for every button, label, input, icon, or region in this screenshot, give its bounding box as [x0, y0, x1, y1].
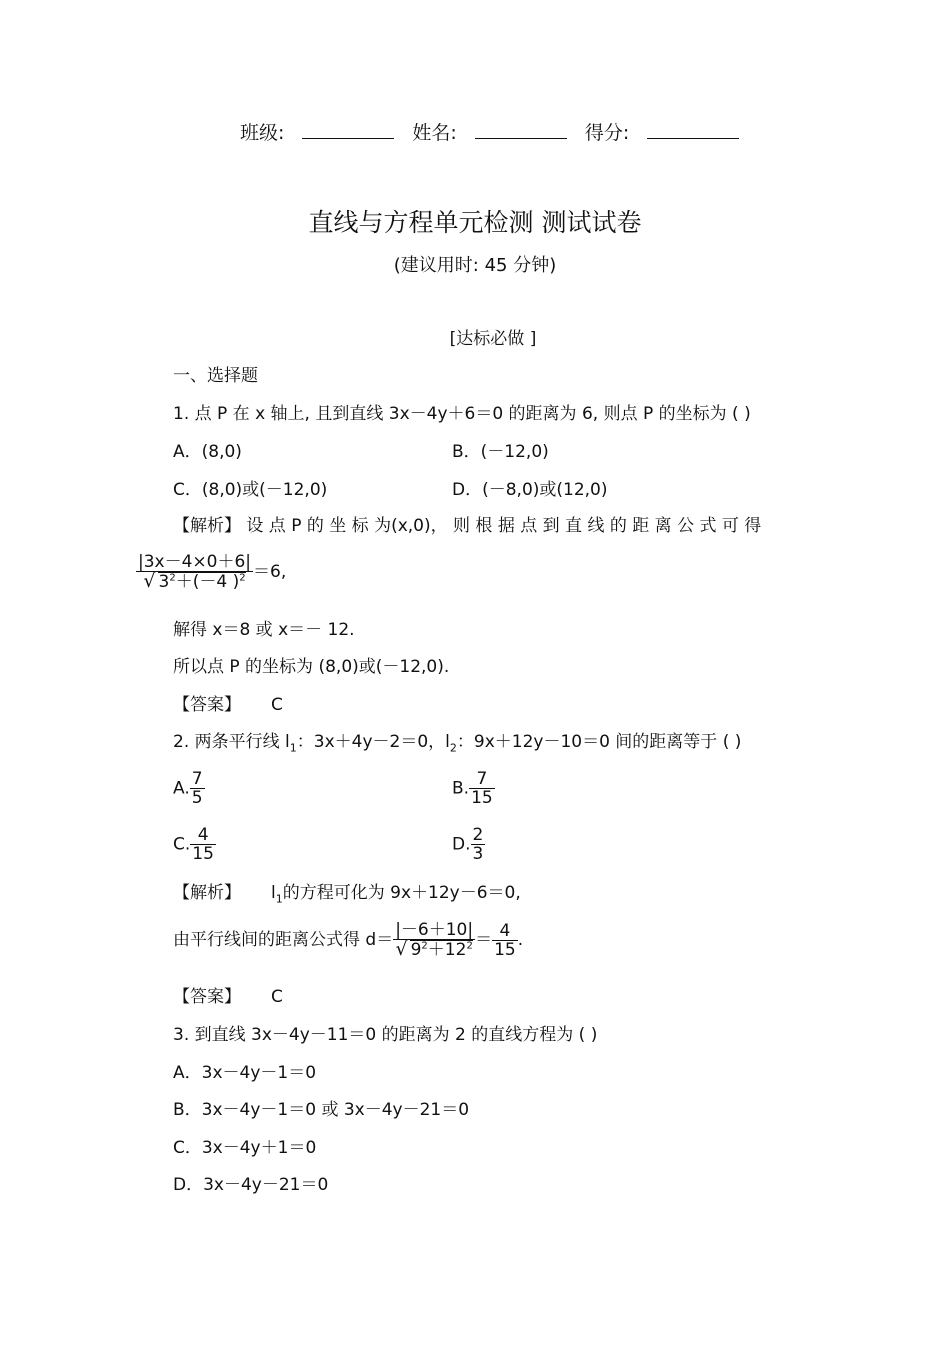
- page-title: 直线与方程单元检测 测试试卷: [308, 208, 642, 237]
- q2-answer-value: C: [271, 987, 283, 1007]
- q2-distance-period: .: [517, 930, 524, 950]
- q2-option-c-num: 4: [190, 826, 216, 845]
- section-heading: 一、选择题: [173, 366, 258, 386]
- q2-stem-part2: ：3x＋4y－2＝0，l: [296, 732, 450, 752]
- page-subtitle: (建议用时: 45 分钟): [393, 255, 557, 276]
- q2-option-a: [173, 770, 205, 807]
- q1-stem: 1. 点 P 在 x 轴上, 且到直线 3x－4y＋6＝0 的距离为 6, 则点 P 的坐标为 ( ): [173, 404, 751, 424]
- q3-stem: 3. 到直线 3x－4y－11＝0 的距离为 2 的直线方程为 ( ): [173, 1025, 598, 1045]
- q2-option-a-label: A.: [173, 778, 190, 799]
- score-blank[interactable]: [647, 120, 739, 139]
- q2-option-d-den: 3: [472, 844, 484, 864]
- q2-analysis-label: 【解析】: [173, 883, 241, 903]
- q3-option-c: C．3x－4y＋1＝0: [173, 1138, 317, 1158]
- q2-analysis-subscript: 1: [275, 892, 283, 906]
- q2-stem-part1: 2. 两条平行线 l: [173, 732, 290, 752]
- q1-answer-label: 【答案】: [173, 695, 241, 715]
- q3-option-b: B．3x－4y－1＝0 或 3x－4y－21＝0: [173, 1100, 470, 1120]
- q2-option-b-label: B.: [452, 778, 470, 799]
- section-tag: [达标必做 ]: [449, 329, 537, 349]
- q2-distance-fraction: [393, 921, 475, 959]
- q2-option-b-den: 15: [471, 788, 493, 808]
- q1-option-c: C．(8,0)或(－12,0): [173, 480, 328, 500]
- q2-subscript-2: 2: [449, 741, 457, 755]
- sqrt-icon: √: [143, 570, 156, 592]
- q2-option-a-num: 7: [191, 769, 203, 789]
- q2-analysis-line: l: [271, 883, 276, 903]
- q1-answer-value: C: [271, 695, 283, 715]
- q2-stem: [173, 731, 741, 753]
- q2-option-a-den: 5: [191, 788, 203, 808]
- q2-den-term: ＋12: [427, 940, 467, 960]
- score-label: 得分:: [584, 122, 630, 144]
- q1-step-1: 解得 x＝8 或 x＝－ 12.: [173, 620, 355, 640]
- q2-analysis-text: 的方程可化为 9x＋12y－6＝0,: [282, 883, 521, 903]
- q2-option-c-den: 15: [192, 844, 214, 864]
- q1-den-term: ＋(－4 ): [175, 572, 240, 592]
- q2-distance-prefix: 由平行线间的距离公式得 d＝: [173, 930, 394, 950]
- q2-option-c-label: C.: [173, 834, 191, 855]
- q2-result-fraction: [492, 922, 518, 959]
- q2-option-c: [173, 826, 216, 863]
- q2-stem-part3: ：9x＋12y－10＝0 间的距离等于 ( ): [456, 732, 742, 752]
- q2-distance-denominator: √ $9^2+12^2$: [395, 938, 473, 960]
- q2-option-d-num: 2: [472, 825, 484, 845]
- q1-analysis: 【解析】 设 点 P 的 坐 标 为(x,0)， 则 根 据 点 到 直 线 的 距 离 公 式 可 得: [173, 516, 762, 536]
- q2-distance-numerator: |－6＋10|: [395, 920, 474, 940]
- class-blank[interactable]: [302, 120, 394, 139]
- q1-option-b: B．(－12,0): [452, 442, 549, 462]
- q2-option-d: [452, 826, 485, 863]
- q2-answer: [173, 986, 283, 1008]
- q2-analysis: [173, 882, 521, 904]
- q2-answer-label: 【答案】: [173, 987, 241, 1007]
- q2-distance-formula: [173, 921, 523, 959]
- name-label: 姓名:: [412, 122, 457, 144]
- q1-answer: [173, 694, 283, 716]
- q1-formula-result: ＝6,: [253, 562, 287, 582]
- q2-option-d-label: D.: [452, 834, 471, 855]
- q2-distance-equals: ＝: [475, 930, 493, 950]
- q2-option-b-num: 7: [469, 770, 495, 789]
- q2-option-b: [452, 770, 495, 807]
- q1-formula: [136, 553, 286, 591]
- sqrt-icon: √: [395, 938, 408, 960]
- q2-den-base: 9: [410, 940, 422, 960]
- q2-result-numerator: 4: [492, 922, 518, 941]
- q2-subscript-1: 1: [289, 741, 297, 755]
- q3-option-a: A．3x－4y－1＝0: [173, 1063, 317, 1083]
- q1-distance-fraction: [136, 553, 253, 591]
- q1-fraction-denominator: √ $3^2+(-4$ )$^2$: [143, 570, 246, 592]
- q3-option-d: D．3x－4y－21＝0: [173, 1175, 329, 1195]
- q1-den-base: 3: [158, 572, 170, 592]
- name-blank[interactable]: [475, 120, 567, 139]
- student-info-row: [240, 120, 757, 145]
- q1-option-d: D．(－8,0)或(12,0): [452, 480, 608, 500]
- q2-result-denominator: 15: [494, 939, 516, 960]
- q1-option-a: A．(8,0): [173, 442, 242, 462]
- q1-step-2: 所以点 P 的坐标为 (8,0)或(－12,0).: [173, 657, 450, 677]
- q1-fraction-numerator: |3x－4×0＋6|: [138, 552, 252, 572]
- class-label: 班级:: [240, 122, 285, 144]
